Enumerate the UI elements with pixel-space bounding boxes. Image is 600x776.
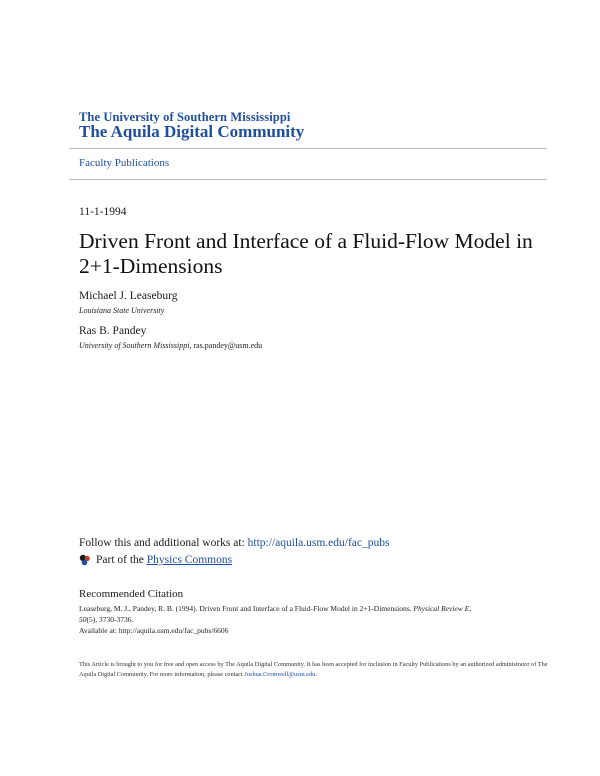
divider-top (69, 148, 547, 149)
part-of-prefix: Part of the (96, 554, 144, 566)
follow-line (79, 537, 389, 549)
follow-text: Follow this and additional works at: (79, 537, 248, 549)
footer-notice (79, 660, 549, 680)
footer-text: This Article is brought to you for free and open access by The Aquila Digital Community. It has been accepted for inclusion in Faculty Publications by an authorized administrator of The Aquila Digital Community. For more information, please contact (79, 661, 548, 678)
university-name[interactable]: The University of Southern Mississippi (79, 110, 291, 124)
publication-date: 11-1-1994 (79, 206, 127, 218)
affiliation-separator: , (189, 341, 194, 350)
document-title: Driven Front and Interface of a Fluid-Flow Model in 2+1-Dimensions (79, 229, 533, 278)
follow-url-link[interactable]: http://aquila.usm.edu/fac_pubs (247, 537, 390, 549)
contact-email-link[interactable]: Joshua.Cromwell@usm.edu (244, 671, 316, 678)
author-affiliation-line-2 (79, 341, 262, 350)
repository-name[interactable]: The Aquila Digital Community (79, 122, 305, 141)
physics-commons-link[interactable]: Physics Commons (146, 554, 233, 566)
author-email-2[interactable]: ras.pandey@usm.edu (193, 341, 263, 350)
part-of-line (79, 554, 232, 566)
citation-issue-pages: (5), 3730-3736. (86, 615, 134, 624)
author-name-2: Ras B. Pandey (79, 325, 147, 337)
citation-available[interactable]: Available at: http://aquila.usm.edu/fac_pubs/6606 (79, 626, 229, 635)
author-name-1: Michael J. Leaseburg (79, 290, 178, 302)
citation-heading: Recommended Citation (79, 588, 184, 600)
citation-journal: Physical Review E, (413, 604, 472, 613)
author-affiliation-1: Louisiana State University (79, 306, 165, 315)
citation-volume: 50 (79, 615, 87, 624)
divider-bottom (69, 179, 547, 180)
footer-end: . (315, 671, 317, 678)
citation-authors-title: Leaseburg, M. J., Pandey, R. B. (1994). Driven Front and Interface of a Fluid-Flow Model in 2+1-Dimensions. (79, 604, 412, 613)
citation-body (79, 603, 549, 636)
author-affiliation-2: University of Southern Mississippi (79, 341, 190, 350)
commons-logo-icon (79, 554, 91, 566)
collection-link[interactable]: Faculty Publications (79, 157, 170, 169)
